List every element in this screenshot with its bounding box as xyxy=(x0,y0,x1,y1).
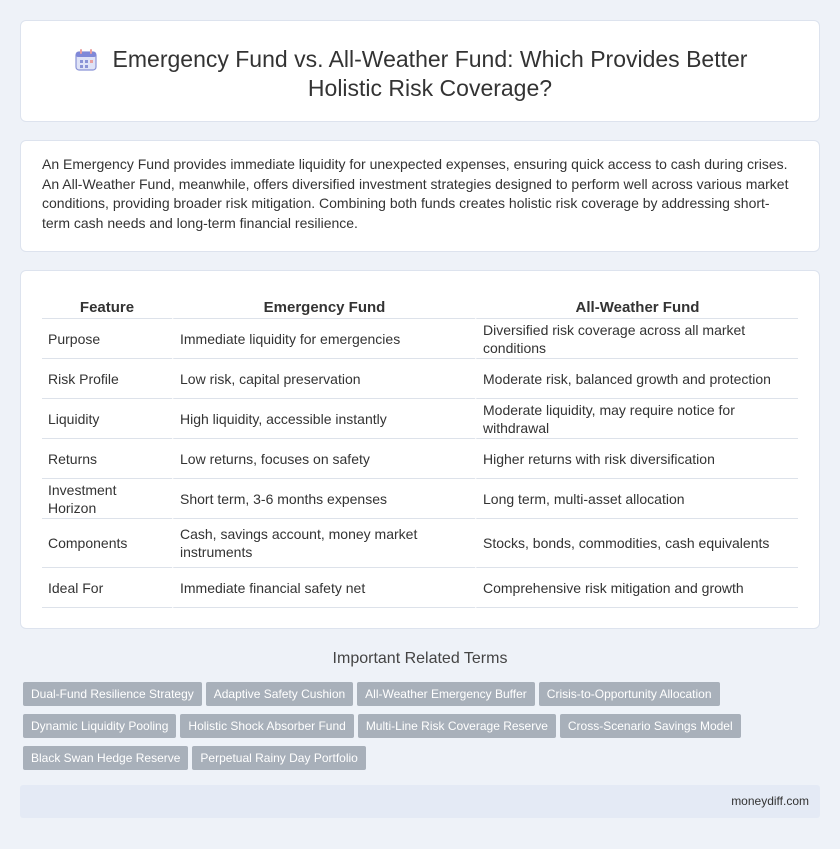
all-weather-fund-cell: Higher returns with risk diversification xyxy=(475,439,798,479)
related-term-tag[interactable]: Dynamic Liquidity Pooling xyxy=(23,714,176,738)
footer xyxy=(20,785,820,818)
feature-cell: Risk Profile xyxy=(42,359,172,399)
emergency-fund-cell: Immediate financial safety net xyxy=(172,568,475,608)
emergency-fund-cell: Low returns, focuses on safety xyxy=(172,439,475,479)
header-feature: Feature xyxy=(42,295,172,319)
all-weather-fund-cell: Long term, multi-asset allocation xyxy=(475,479,798,519)
related-term-tag[interactable]: Black Swan Hedge Reserve xyxy=(23,746,188,770)
related-term-tag[interactable]: Multi-Line Risk Coverage Reserve xyxy=(358,714,556,738)
page-title: Emergency Fund vs. All-Weather Fund: Which Provides Better Holistic Risk Coverage? xyxy=(112,46,748,101)
table-row xyxy=(42,519,798,568)
comparison-card xyxy=(20,270,820,629)
all-weather-fund-cell: Diversified risk coverage across all market conditions xyxy=(475,319,798,359)
feature-cell: Returns xyxy=(42,439,172,479)
related-term-tag[interactable]: Perpetual Rainy Day Portfolio xyxy=(192,746,365,770)
comparison-table xyxy=(42,295,798,608)
related-term-tag[interactable]: All-Weather Emergency Buffer xyxy=(357,682,535,706)
emergency-fund-cell: Cash, savings account, money market instruments xyxy=(172,519,475,568)
all-weather-fund-cell: Moderate liquidity, may require notice for withdrawal xyxy=(475,399,798,439)
emergency-fund-cell: Immediate liquidity for emergencies xyxy=(172,319,475,359)
related-terms-title: Important Related Terms xyxy=(332,650,508,667)
related-term-tag[interactable]: Holistic Shock Absorber Fund xyxy=(180,714,353,738)
intro-card xyxy=(20,140,820,252)
related-term-tag[interactable]: Adaptive Safety Cushion xyxy=(206,682,353,706)
header-all-weather-fund: All-Weather Fund xyxy=(475,295,798,319)
related-term-tag[interactable]: Dual-Fund Resilience Strategy xyxy=(23,682,202,706)
table-row xyxy=(42,359,798,399)
feature-cell: Purpose xyxy=(42,319,172,359)
emergency-fund-cell: Short term, 3-6 months expenses xyxy=(172,479,475,519)
table-row xyxy=(42,319,798,359)
table-row xyxy=(42,399,798,439)
related-term-tag[interactable]: Crisis-to-Opportunity Allocation xyxy=(539,682,720,706)
related-term-tag[interactable]: Cross-Scenario Savings Model xyxy=(560,714,741,738)
header-emergency-fund: Emergency Fund xyxy=(172,295,475,319)
emergency-fund-cell: High liquidity, accessible instantly xyxy=(172,399,475,439)
all-weather-fund-cell: Stocks, bonds, commodities, cash equivalents xyxy=(475,519,798,568)
all-weather-fund-cell: Comprehensive risk mitigation and growth xyxy=(475,568,798,608)
footer-site-link[interactable]: moneydiff.com xyxy=(731,794,809,808)
feature-cell: Ideal For xyxy=(42,568,172,608)
intro-paragraph: An Emergency Fund provides immediate liquidity for unexpected expenses, ensuring quick access to cash during crises. An All-Weather Fund, meanwhile, offers diversified investment strategies designed to perform well across various market conditions, providing broader risk mitigation. Combining both funds creates holistic risk coverage by addressing short-term cash needs and long-term financial resilience. xyxy=(42,156,789,231)
feature-cell: Components xyxy=(42,519,172,568)
related-terms-list xyxy=(23,682,823,778)
table-row xyxy=(42,568,798,608)
table-row xyxy=(42,439,798,479)
emergency-fund-cell: Low risk, capital preservation xyxy=(172,359,475,399)
table-row xyxy=(42,479,798,519)
title-card xyxy=(20,20,820,122)
feature-cell: Liquidity xyxy=(42,399,172,439)
feature-cell: Investment Horizon xyxy=(42,479,172,519)
table-header-row xyxy=(42,295,798,319)
all-weather-fund-cell: Moderate risk, balanced growth and protection xyxy=(475,359,798,399)
